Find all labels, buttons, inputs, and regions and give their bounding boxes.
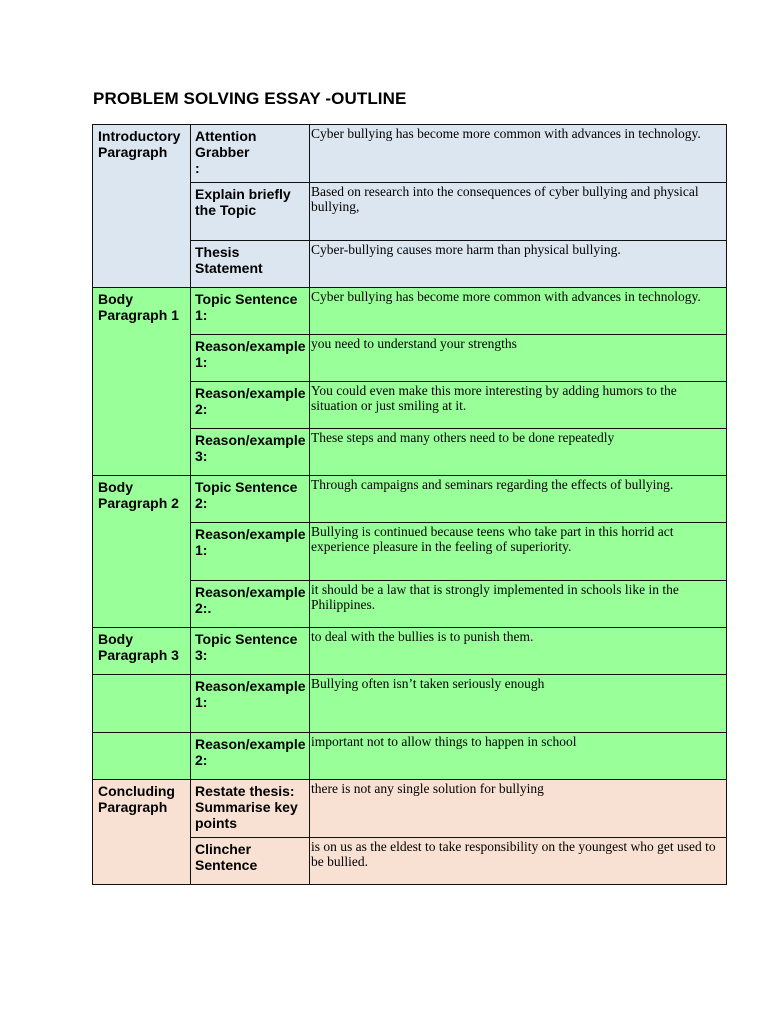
table-row [93,125,727,183]
row-text: You could even make this more interesting by adding humors to the situation or just smiling at it. [310,382,727,429]
label-text: Attention Grabber : [195,128,257,176]
row-text: you need to understand your strengths [310,335,727,382]
section-introductory: Introductory Paragraph [93,125,191,288]
table-row [93,675,727,733]
row-text: important not to allow things to happen in school [310,733,727,780]
row-text: to deal with the bullies is to punish them. [310,628,727,675]
row-label: Topic Sentence 2: [191,476,310,523]
row-label: Reason/example 1: [191,675,310,733]
row-label [191,125,310,183]
row-label: Topic Sentence 3: [191,628,310,675]
section-body-2: Body Paragraph 2 [93,476,191,628]
row-text: Through campaigns and seminars regarding the effects of bullying. [310,476,727,523]
row-label: Reason/example 1: [191,335,310,382]
row-label: Reason/example 2: [191,733,310,780]
row-label: Explain briefly the Topic [191,183,310,241]
row-label: Topic Sentence 1: [191,288,310,335]
section-body-3: Body Paragraph 3 [93,628,191,675]
table-row [93,288,727,335]
row-text: Bullying often isn’t taken seriously enough [310,675,727,733]
essay-outline-table [92,124,727,885]
table-row [93,733,727,780]
row-label: Reason/example 2:. [191,581,310,628]
section-body-1: Body Paragraph 1 [93,288,191,476]
row-text: Cyber bullying has become more common with advances in technology. [310,125,727,183]
table-row [93,780,727,838]
table-row [93,476,727,523]
row-text: Bullying is continued because teens who take part in this horrid act experience pleasure in the feeling of superiority. [310,523,727,581]
row-text: it should be a law that is strongly implemented in schools like in the Philippines. [310,581,727,628]
row-text: Cyber-bullying causes more harm than physical bullying. [310,241,727,288]
row-label: Reason/example 1: [191,523,310,581]
row-label: Reason/example 2: [191,382,310,429]
table-row [93,628,727,675]
row-label: Thesis Statement [191,241,310,288]
row-text: is on us as the eldest to take responsibility on the youngest who get used to be bullied. [310,838,727,885]
row-label: Restate thesis: Summarise key points [191,780,310,838]
row-label: Clincher Sentence [191,838,310,885]
row-text: These steps and many others need to be done repeatedly [310,429,727,476]
row-text: Cyber bullying has become more common with advances in technology. [310,288,727,335]
page-title: PROBLEM SOLVING ESSAY -OUTLINE [93,89,407,108]
row-text: Based on research into the consequences of cyber bullying and physical bullying, [310,183,727,241]
row-label: Reason/example 3: [191,429,310,476]
section-empty-cell [93,675,191,733]
section-concluding: Concluding Paragraph [93,780,191,885]
row-text: there is not any single solution for bullying [310,780,727,838]
section-empty-cell [93,733,191,780]
